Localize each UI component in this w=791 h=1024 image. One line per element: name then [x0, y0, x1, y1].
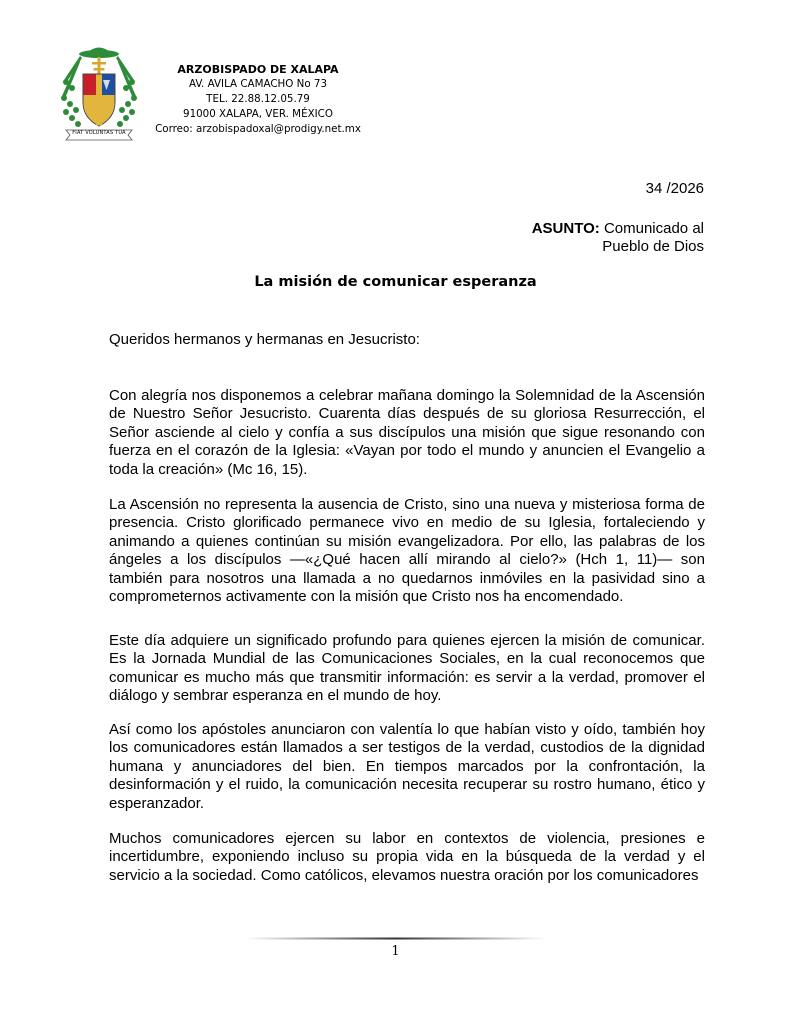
motto-ribbon-text: FIAT VOLUNTAS TUA — [72, 130, 126, 136]
document-reference: 34 /2026 — [645, 180, 704, 197]
paragraph-5: Muchos comunicadores ejercen su labor en contextos de violencia, presiones e incertidumbre, exponiendo incluso su propia vida en la búsqueda de la verdad y el servicio a la sociedad. Como católicos, elevamos nuestra oración por los comunicadores — [109, 830, 705, 884]
paragraph-1: Con alegría nos disponemos a celebrar mañana domingo la Solemnidad de la Ascensión de Nuestro Señor Jesucristo. Cuarenta días después de su gloriosa Resurrección, el Señor asciende al cielo y confía a sus discípulos una misión que sigue resonando con fuerza en el corazón de la Iglesia: «Vayan por todo el mundo y anuncien el Evangelio a toda la creación» (Mc 16, 15). — [109, 387, 705, 478]
paragraph-3: Este día adquiere un significado profundo para quienes ejercen la misión de comunicar. Es la Jornada Mundial de las Comunicaciones Sociales, en la cual reconocemos que comunicar es mucho más que transmitir información: es servir a la verdad, promover el diálogo y sembrar esperanza en el mundo de hoy. — [109, 632, 705, 705]
subject-line-2: Pueblo de Dios — [602, 238, 704, 255]
paragraph-4: Así como los apóstoles anunciaron con valentía lo que habían visto y oído, también hoy los comunicadores están llamados a ser testigos de la verdad, custodios de la dignidad humana y anunciadores del bien. En tiempos marcados por la confrontación, la desinformación y el ruido, la comunicación necesita recuperar su rostro humano, ético y esperanzador. — [109, 721, 705, 812]
email-line: Correo: arzobispadoxal@prodigy.net.mx — [155, 123, 361, 135]
phone-line: TEL. 22.88.12.05.79 — [206, 93, 310, 105]
address-line: AV. AVILA CAMACHO No 73 — [188, 78, 328, 90]
letterhead — [138, 62, 378, 137]
subject-label: ASUNTO: — [531, 220, 600, 237]
city-line: 91000 XALAPA, VER. MÉXICO — [183, 108, 333, 120]
paragraph-2: La Ascensión no representa la ausencia de Cristo, sino una nueva y misteriosa forma de presencia. Cristo glorificado permanece vivo en medio de su Iglesia, fortaleciendo y animando a quienes continúan su misión evangelizadora. Por ello, las palabras de los ángeles a los discípulos —«¿Qué hacen allí mirando al cielo?» (Hch 1, 11)— son también para nosotros una llamada a no quedarnos inmóviles en la pasividad sino a comprometernos activamente con la misión que Cristo nos ha encomendado. — [109, 496, 705, 606]
archdiocese-coat-of-arms — [58, 40, 140, 144]
organization-name: ARZOBISPADO DE XALAPA — [177, 63, 339, 76]
document-title: La misión de comunicar esperanza — [254, 274, 537, 290]
salutation: Queridos hermanos y hermanas en Jesucristo: — [109, 331, 420, 348]
page-number: 1 — [391, 944, 400, 959]
subject-block — [532, 220, 704, 256]
footer-divider — [245, 937, 545, 940]
subject-line-1: Comunicado al — [603, 220, 704, 237]
